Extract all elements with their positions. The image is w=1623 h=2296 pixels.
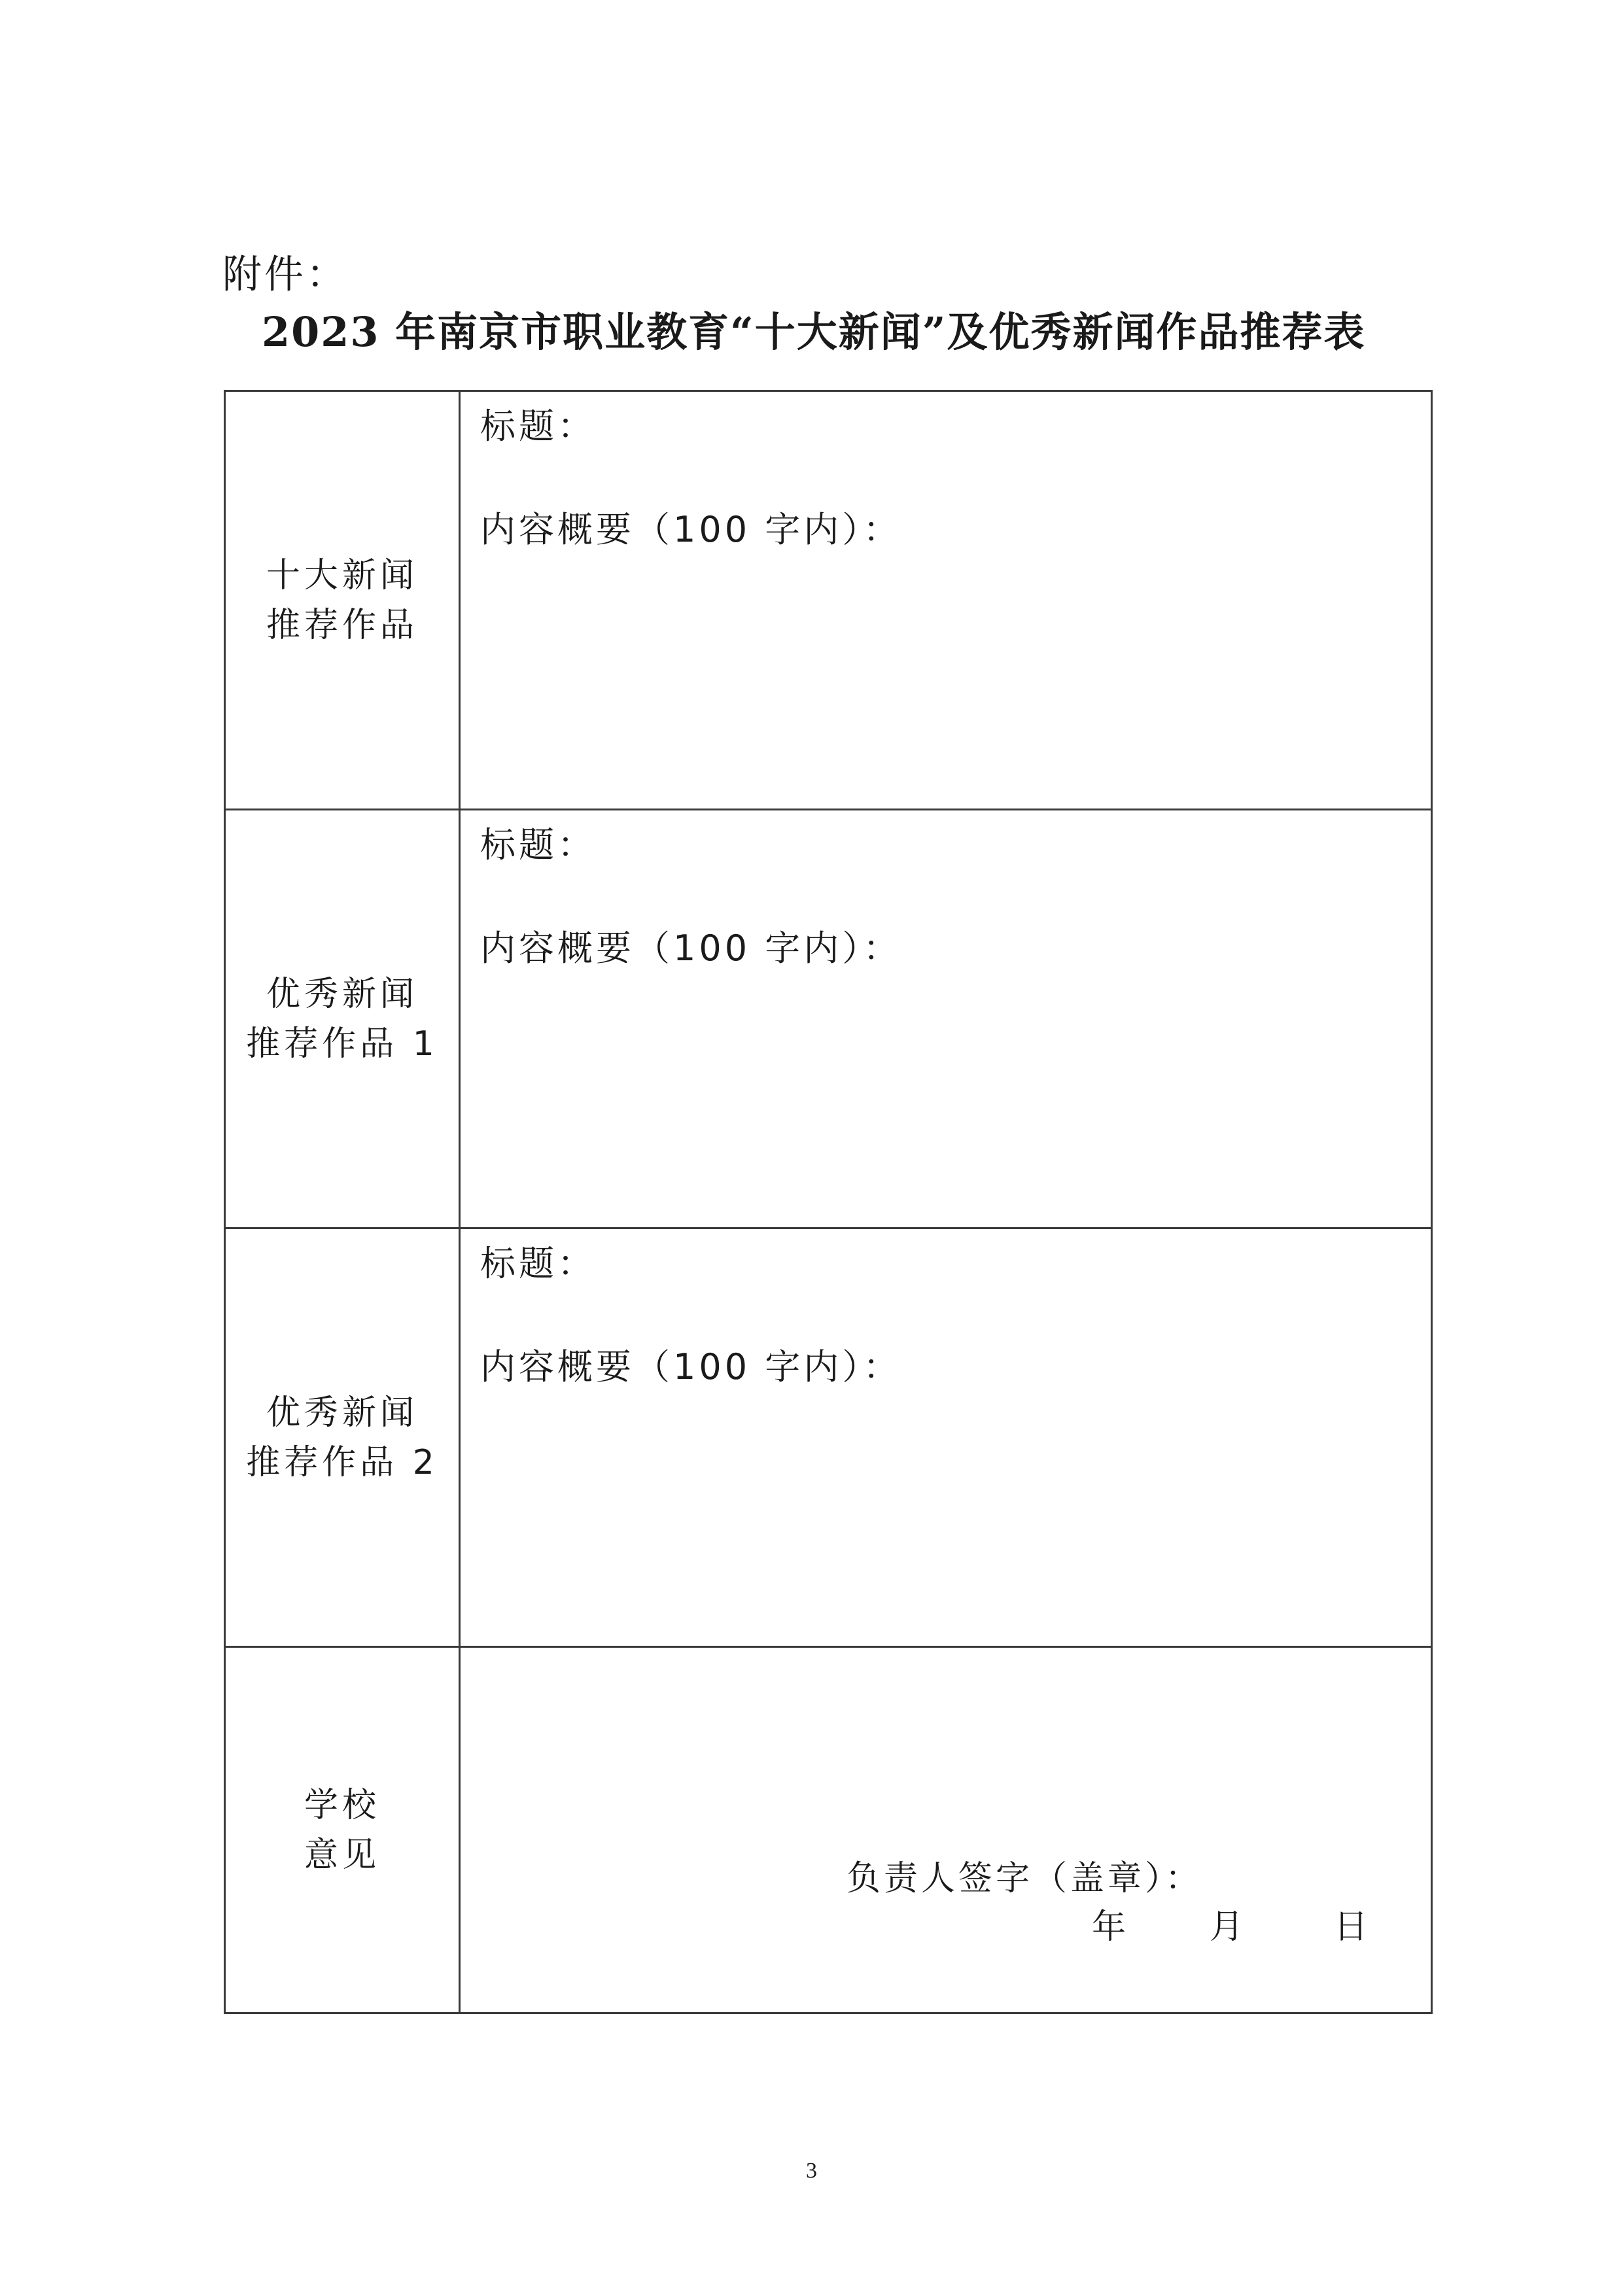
document-title: 2023 年南京市职业教育“十大新闻”及优秀新闻作品推荐表	[262, 308, 1366, 356]
title-field-label: 标题：	[480, 406, 596, 447]
attachment-label: 附件：	[222, 252, 348, 298]
row-label-top-news	[225, 391, 460, 810]
table-row-top-news	[225, 391, 1432, 810]
row-label-line2: 推荐作品 2	[246, 1442, 438, 1482]
content-cell-excellent-news-1[interactable]	[460, 810, 1432, 1228]
date-day-label: 日	[1334, 1907, 1369, 1947]
date-line	[1092, 1899, 1368, 1948]
summary-field-label: 内容概要（100 字内）：	[480, 1346, 902, 1387]
table-row-school-opinion	[225, 1647, 1432, 2013]
row-label-excellent-news-1	[225, 810, 460, 1228]
row-label-school-opinion	[225, 1647, 460, 2013]
summary-field-label: 内容概要（100 字内）：	[480, 928, 902, 969]
date-year-label: 年	[1092, 1907, 1126, 1947]
date-month-label: 月	[1210, 1907, 1244, 1947]
row-label-line2: 推荐作品	[266, 605, 418, 645]
content-cell-top-news[interactable]	[460, 391, 1432, 810]
summary-field-label: 内容概要（100 字内）：	[480, 509, 902, 550]
table-row-excellent-news-2	[225, 1228, 1432, 1647]
row-label-excellent-news-2	[225, 1228, 460, 1647]
page-number: 3	[806, 2159, 817, 2183]
row-label-line1: 优秀新闻	[266, 1393, 418, 1433]
row-label-line1: 学校	[304, 1785, 380, 1825]
row-label-line1: 十大新闻	[266, 555, 418, 595]
row-label-line2: 推荐作品 1	[246, 1024, 438, 1064]
row-label-line2: 意见	[304, 1835, 380, 1875]
content-cell-school-opinion[interactable]	[460, 1647, 1432, 2013]
row-label-line1: 优秀新闻	[266, 974, 418, 1014]
title-field-label: 标题：	[480, 1243, 596, 1284]
content-cell-excellent-news-2[interactable]	[460, 1228, 1432, 1647]
recommendation-form-table	[224, 390, 1433, 2014]
table-row-excellent-news-1	[225, 810, 1432, 1228]
signature-label: 负责人签字（盖章）：	[846, 1859, 1203, 1898]
title-field-label: 标题：	[480, 824, 596, 865]
